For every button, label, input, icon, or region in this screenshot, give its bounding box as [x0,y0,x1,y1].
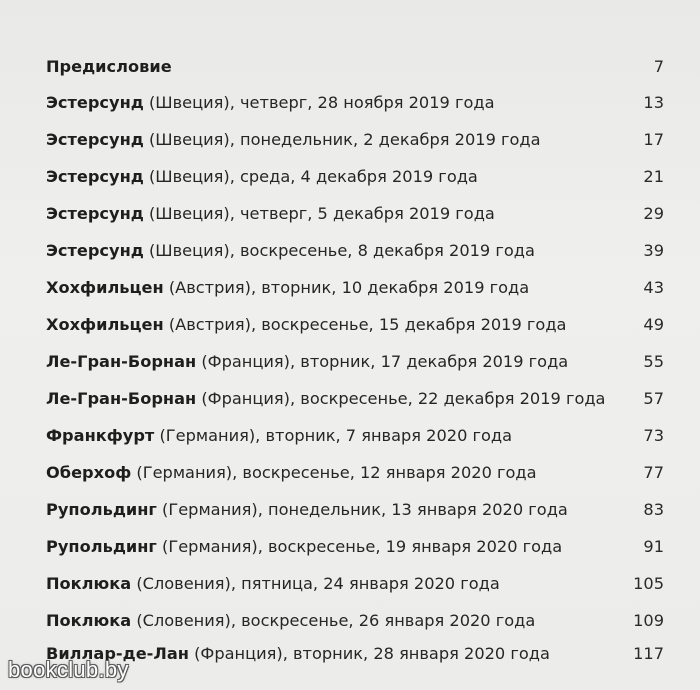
toc-entry-text [46,602,624,639]
toc-entry-details: (Швеция), воскресенье, 8 декабря 2019 года [143,241,535,260]
toc-entry-place: Рупольдинг [46,500,157,519]
toc-entry-details: (Франция), вторник, 17 декабря 2019 года [196,352,569,371]
toc-entry-details: (Словения), воскресенье, 26 января 2020 года [131,611,536,630]
toc-entry-details: (Германия), понедельник, 13 января 2020 года [156,500,568,519]
toc-entry [46,121,664,158]
toc-entry-page: 39 [643,241,664,260]
toc-entry [46,84,664,121]
toc-entry-text [46,306,624,343]
toc-entry [46,50,664,84]
toc-entry-place: Хохфильцен [46,278,164,297]
toc-entry-text [46,380,624,417]
toc-entry-place: Предисловие [46,57,172,76]
watermark: bookclub.by [8,657,129,682]
toc-entry [46,491,664,528]
toc-entry-text [46,343,624,380]
toc-entry-place: Эстерсунд [46,130,144,149]
toc-entry-details: (Франция), воскресенье, 22 декабря 2019 года [196,389,606,408]
table-of-contents [46,50,664,669]
toc-entry-details: (Швеция), четверг, 5 декабря 2019 года [143,204,495,223]
toc-entry-place: Виллар-де-Лан [46,644,189,663]
toc-entry-details: (Германия), вторник, 7 января 2020 года [154,426,513,445]
toc-entry [46,158,664,195]
toc-entry [46,306,664,343]
toc-entry-page: 29 [643,204,664,223]
toc-entry-text [46,528,624,565]
toc-entry-details: (Словения), пятница, 24 января 2020 года [131,574,500,593]
toc-entry [46,565,664,602]
toc-entry-text [46,84,624,121]
toc-entry-page: 21 [643,167,664,186]
toc-entry-place: Хохфильцен [46,315,164,334]
toc-entry-text [46,269,624,306]
toc-entry-place: Эстерсунд [46,241,144,260]
toc-entry [46,417,664,454]
toc-entry-text [46,417,624,454]
toc-entry-text [46,491,624,528]
toc-entry-place: Эстерсунд [46,204,144,223]
toc-entry-text [46,639,624,669]
toc-entry-place: Ле-Гран-Борнан [46,352,197,371]
toc-entry-details: (Австрия), воскресенье, 15 декабря 2019 года [163,315,567,334]
toc-entry [46,528,664,565]
toc-entry-text [46,454,624,491]
toc-entry [46,639,664,669]
toc-entry [46,454,664,491]
toc-entry-place: Оберхоф [46,463,132,482]
toc-entry-place: Ле-Гран-Борнан [46,389,197,408]
toc-entry [46,232,664,269]
toc-entry-page: 17 [643,130,664,149]
toc-entry-details: (Германия), воскресенье, 19 января 2020 года [156,537,563,556]
toc-entry-page: 57 [643,389,664,408]
toc-entry-place: Рупольдинг [46,537,157,556]
toc-entry-place: Эстерсунд [46,93,144,112]
toc-entry-page: 55 [643,352,664,371]
toc-entry-details: (Швеция), понедельник, 2 декабря 2019 года [143,130,541,149]
toc-entry-page: 49 [643,315,664,334]
toc-entry-page: 43 [643,278,664,297]
toc-entry-details: (Германия), воскресенье, 12 января 2020 года [131,463,537,482]
toc-entry-page: 83 [643,500,664,519]
toc-entry-place: Поклюка [46,611,132,630]
toc-entry-text [46,121,624,158]
toc-entry-place: Франкфурт [46,426,155,445]
toc-entry-text [46,50,624,84]
toc-entry-place: Поклюка [46,574,132,593]
toc-entry-page: 117 [633,644,664,663]
toc-entry-page: 91 [643,537,664,556]
toc-entry-details: (Австрия), вторник, 10 декабря 2019 года [163,278,530,297]
toc-entry-page: 77 [643,463,664,482]
toc-entry-page: 73 [643,426,664,445]
toc-entry-details: (Швеция), четверг, 28 ноября 2019 года [143,93,495,112]
toc-entry-details: (Франция), вторник, 28 января 2020 года [188,644,550,663]
toc-entry [46,269,664,306]
toc-entry [46,380,664,417]
toc-entry-text [46,195,624,232]
toc-entry-page: 7 [653,57,664,76]
toc-entry-page: 13 [643,93,664,112]
toc-entry-details: (Швеция), среда, 4 декабря 2019 года [143,167,478,186]
toc-entry-place: Эстерсунд [46,167,144,186]
toc-entry [46,195,664,232]
toc-entry [46,343,664,380]
toc-entry-text [46,232,624,269]
toc-entry-text [46,158,624,195]
toc-entry-page: 109 [633,611,664,630]
toc-entry-page: 105 [633,574,664,593]
toc-entry [46,602,664,639]
toc-entry-text [46,565,624,602]
